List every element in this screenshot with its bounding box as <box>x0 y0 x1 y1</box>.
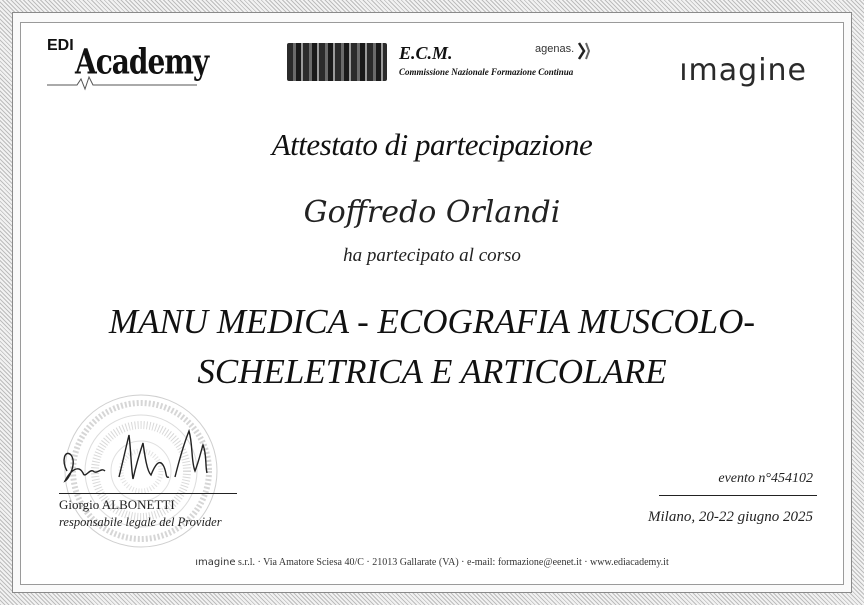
event-number: evento n°454102 <box>718 471 813 486</box>
edi-logo-academy-text: Academy <box>75 41 209 83</box>
signer-name: Giorgio ALBONETTI <box>59 497 175 512</box>
handwritten-signature <box>57 421 217 491</box>
certificate-body <box>20 22 844 585</box>
participant-name: Goffredo Orlandi <box>303 195 561 230</box>
place-and-date: Milano, 20-22 giugno 2025 <box>648 509 813 525</box>
signature-line <box>59 493 237 494</box>
event-divider <box>659 495 817 496</box>
course-title <box>61 297 803 397</box>
agenas-mark-icon <box>577 41 591 61</box>
course-title-line-2: SCHELETRICA E ARTICOLARE <box>197 352 667 391</box>
ecm-title: E.C.M. <box>399 43 453 63</box>
footer-imagine-logo: ımagine <box>195 557 236 568</box>
participated-text: ha partecipato al corso <box>343 245 521 266</box>
ecm-group-photo <box>287 43 387 81</box>
footer-address: s.r.l. · Via Amatore Sciesa 40/C · 21013 Gallarate (VA) · e-mail: formazione@eenet.it · www.ediacademy.it <box>238 557 669 568</box>
ecm-subtitle: Commissione Nazionale Formazione Continua <box>399 67 574 77</box>
certificate-title: Attestato di partecipazione <box>271 127 593 162</box>
imagine-logo: ımagine <box>679 53 807 88</box>
signer-role: responsabile legale del Provider <box>59 515 222 529</box>
footer <box>21 557 843 568</box>
course-title-line-1: MANU MEDICA - ECOGRAFIA MUSCOLO- <box>108 302 756 341</box>
ecm-logo <box>287 41 587 87</box>
edi-logo-small-text: EDI <box>47 37 74 54</box>
ecg-line-icon <box>47 75 197 91</box>
edi-academy-logo <box>47 37 209 93</box>
agenas-logo-text: agenas. <box>535 43 575 55</box>
